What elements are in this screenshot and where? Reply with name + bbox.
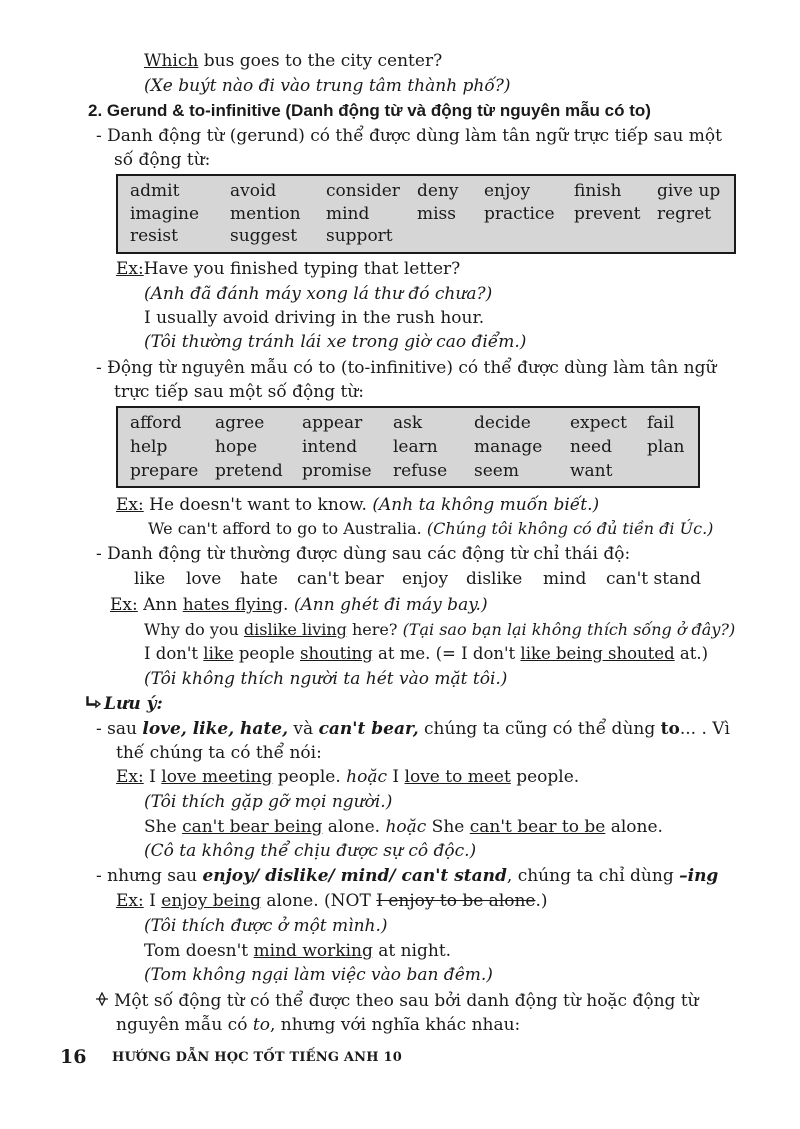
example-5: Ex: Ann hates flying. (Ann ghét đi máy bay.) [110, 595, 488, 615]
note-1-line1: - sau love, like, hate, và can't bear, chúng ta cũng có thể dùng to... . Vì [96, 719, 730, 739]
example-4: We can't afford to go to Australia. (Chúng tôi không có đủ tiền đi Úc.) [148, 519, 714, 538]
verb: miss [417, 204, 457, 224]
infinitive-verb-box [116, 406, 700, 488]
example-11-translation: (Tom không ngại làm việc vào ban đêm.) [144, 965, 493, 985]
gerund-verb-box [116, 174, 736, 254]
example-2-translation: (Tôi thường tránh lái xe trong giờ cao điểm.) [144, 332, 527, 352]
example-7: I don't like people shouting at me. (= I don't like being shouted at.) [144, 644, 709, 663]
example-3: Ex: He doesn't want to know. (Anh ta không muốn biết.) [116, 495, 600, 515]
pointing-hand-icon [86, 693, 104, 715]
verb: agree [215, 413, 265, 433]
note-3-line2: nguyên mẫu có to, nhưng với nghĩa khác nhau: [116, 1015, 521, 1035]
attitude-verb: enjoy [402, 569, 449, 589]
verb: manage [474, 437, 543, 457]
verb: plan [647, 437, 685, 457]
note-heading: Lưu ý: [86, 693, 163, 715]
verb: deny [417, 181, 459, 201]
verb: need [570, 437, 612, 457]
verb: fail [647, 413, 675, 433]
note-1-line2: thế chúng ta có thể nói: [116, 743, 322, 763]
attitude-verb: love [186, 569, 222, 589]
attitude-verb: dislike [466, 569, 523, 589]
verb: practice [484, 204, 555, 224]
example-2: I usually avoid driving in the rush hour. [144, 308, 485, 328]
gerund-intro-line2: số động từ: [114, 150, 211, 170]
example-1: Ex:Have you finished typing that letter? [116, 259, 461, 279]
example-question-translation: (Xe buýt nào đi vào trung tâm thành phố?) [144, 76, 511, 96]
verb: give up [657, 181, 721, 201]
verb: decide [474, 413, 531, 433]
verb: expect [570, 413, 627, 433]
verb: regret [657, 204, 712, 224]
example-9-translation: (Cô ta không thể chịu được sự cô độc.) [144, 841, 477, 861]
book-title: HƯỚNG DẪN HỌC TỐT TIẾNG ANH 10 [112, 1050, 402, 1065]
verb: appear [302, 413, 363, 433]
example-10: Ex: I enjoy being alone. (NOT I enjoy to be alone.) [116, 891, 548, 911]
verb: consider [326, 181, 400, 201]
verb: hope [215, 437, 258, 457]
ex-label: Ex: [110, 595, 138, 615]
example-6: Why do you dislike living here? (Tại sao bạn lại không thích sống ở đây?) [144, 620, 736, 639]
example-11: Tom doesn't mind working at night. [144, 941, 452, 961]
verb: promise [302, 461, 372, 481]
example-8-translation: (Tôi thích gặp gỡ mọi người.) [144, 792, 393, 812]
verb: intend [302, 437, 358, 457]
verb: pretend [215, 461, 283, 481]
attitude-verb: mind [543, 569, 587, 589]
verb: seem [474, 461, 519, 481]
section-heading: 2. Gerund & to-infinitive (Danh động từ và động từ nguyên mẫu có to) [88, 101, 651, 120]
note-3-line1: Một số động từ có thể được theo sau bởi danh động từ hoặc động từ [94, 990, 699, 1012]
verb: prepare [130, 461, 199, 481]
verb: resist [130, 226, 178, 246]
verb: want [570, 461, 613, 481]
ex-label: Ex: [116, 767, 144, 787]
example-7-translation: (Tôi không thích người ta hét vào mặt tôi.) [144, 669, 508, 689]
verb: avoid [230, 181, 277, 201]
attitude-verb: can't bear [297, 569, 384, 589]
verb: help [130, 437, 168, 457]
example-1-translation: (Anh đã đánh máy xong lá thư đó chưa?) [144, 284, 493, 304]
example-10-translation: (Tôi thích được ở một mình.) [144, 916, 388, 936]
diamond-bullet-icon [94, 990, 114, 1012]
verb: refuse [393, 461, 448, 481]
attitude-verb: hate [240, 569, 278, 589]
attitude-intro: - Danh động từ thường được dùng sau các động từ chỉ thái độ: [96, 544, 631, 564]
page-number: 16 [60, 1046, 87, 1068]
note-2: - nhưng sau enjoy/ dislike/ mind/ can't stand, chúng ta chỉ dùng –ing [96, 866, 719, 886]
verb: suggest [230, 226, 298, 246]
infinitive-intro-line1: - Động từ nguyên mẫu có to (to-infinitive) có thể được dùng làm tân ngữ [96, 358, 717, 378]
verb: ask [393, 413, 423, 433]
verb: learn [393, 437, 438, 457]
ex-label: Ex: [116, 495, 144, 515]
example-question: Which bus goes to the city center? [144, 51, 443, 71]
example-8: Ex: I love meeting people. hoặc I love to meet people. [116, 767, 580, 787]
verb: support [326, 226, 393, 246]
gerund-intro-line1: - Danh động từ (gerund) có thể được dùng làm tân ngữ trực tiếp sau một [96, 126, 722, 146]
attitude-verb: can't stand [606, 569, 702, 589]
verb: imagine [130, 204, 200, 224]
example-9: She can't bear being alone. hoặc She can't bear to be alone. [144, 817, 663, 837]
verb: enjoy [484, 181, 531, 201]
verb: afford [130, 413, 182, 433]
infinitive-intro-line2: trực tiếp sau một số động từ: [114, 382, 365, 402]
verb: mention [230, 204, 301, 224]
verb: admit [130, 181, 180, 201]
ex-label: Ex: [116, 259, 144, 279]
verb: prevent [574, 204, 641, 224]
verb: finish [574, 181, 622, 201]
attitude-verb: like [134, 569, 166, 589]
ex-label: Ex: [116, 891, 144, 911]
verb: mind [326, 204, 370, 224]
